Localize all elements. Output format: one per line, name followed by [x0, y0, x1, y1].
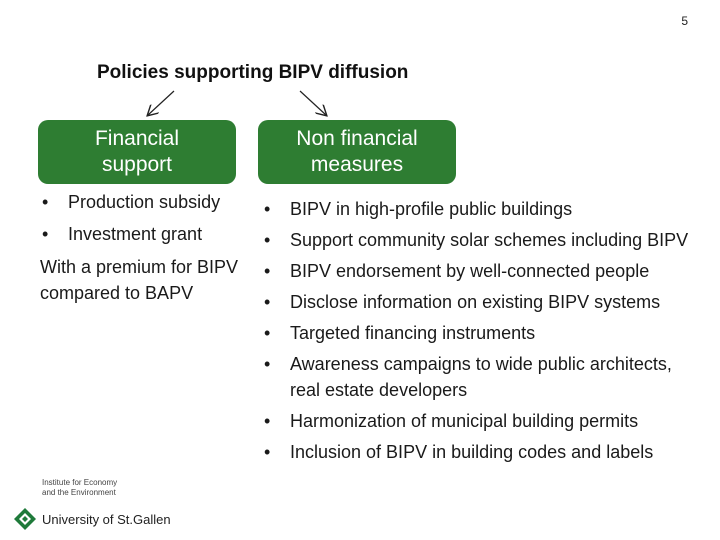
list-item: • Harmonization of municipal building permits	[262, 408, 702, 434]
list-item: • Targeted financing instruments	[262, 320, 702, 346]
list-item: • BIPV endorsement by well-connected people	[262, 258, 702, 284]
institute-label	[42, 478, 117, 498]
page-number: 5	[681, 14, 688, 28]
arrow-to-financial	[148, 91, 174, 115]
financial-premium-note: With a premium for BIPV compared to BAPV	[40, 257, 239, 303]
list-item: • Production subsidy	[40, 190, 255, 214]
list-item: • Inclusion of BIPV in building codes and labels	[262, 439, 702, 465]
box-label-line: Non financial	[296, 127, 418, 150]
list-item: • BIPV in high-profile public buildings	[262, 196, 702, 222]
institute-line: Institute for Economy	[42, 478, 118, 487]
non-financial-measures-list	[262, 196, 702, 470]
diagram-title: Policies supporting BIPV diffusion	[97, 62, 409, 83]
list-item: • Awareness campaigns to wide public architects, real estate developers	[262, 351, 702, 403]
list-item: • Disclose information on existing BIPV systems	[262, 289, 702, 315]
list-item: • Investment grant	[40, 222, 255, 246]
financial-measures-list	[40, 190, 255, 254]
arrow-to-non-financial	[300, 91, 326, 115]
university-emblem-icon	[12, 506, 38, 532]
financial-support-box	[38, 120, 236, 184]
university-name: University of St.Gallen	[42, 512, 171, 527]
list-item: • Support community solar schemes including BIPV	[262, 227, 702, 253]
non-financial-measures-box	[258, 120, 456, 184]
box-label-line: support	[101, 153, 173, 176]
box-label-line: Financial	[94, 127, 180, 150]
box-label-line: measures	[310, 153, 404, 176]
institute-line: and the Environment	[42, 488, 116, 497]
